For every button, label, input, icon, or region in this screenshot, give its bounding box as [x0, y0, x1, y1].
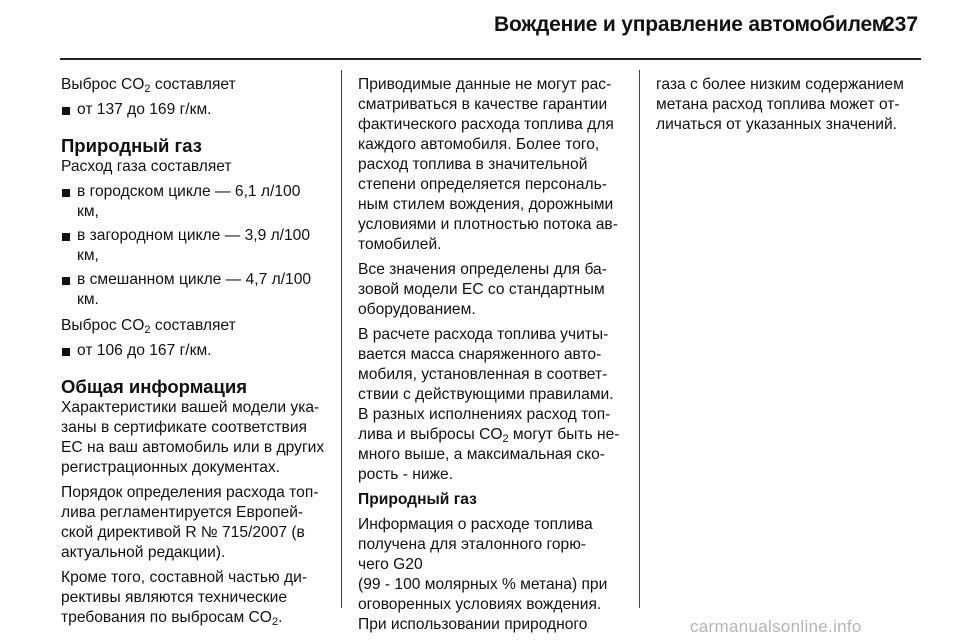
square-bullet-icon: [62, 277, 70, 285]
co2-statement: Выброс $CO_2$ составляет: [61, 76, 236, 95]
paragraph: Характеристики вашей модели ука- заны в сертификате соответствия ЕС на ваш автомобиль или в других регистрационных документах.: [61, 399, 325, 476]
paragraph: В расчете расхода топлива учиты- вается масса снаряженного авто- мобиля, установленная в соответ- ствии с действующими правилами. В разных исполнениях расход топ- лива и выбросы $CO_2$ могут быть не- много выше, а максимальная ско- рость - ниже.: [358, 326, 620, 483]
header-rule: [60, 58, 921, 60]
paragraph: Порядок определения расхода топ- лива регламентируется Европей- ской директивой R № 715/2007 (в актуальной редакции).: [61, 484, 319, 561]
list-item: от 106 до 167 г/км.: [61, 341, 331, 361]
gas-intro: Расход газа составляет: [61, 158, 232, 175]
column-1: [61, 75, 331, 633]
square-bullet-icon: [62, 348, 70, 356]
column-2: [358, 75, 626, 640]
paragraph: Все значения определены для ба- зовой модели ЕС со стандартным оборудованием.: [358, 261, 607, 318]
page-number: 237: [883, 13, 919, 36]
subsection-heading-natural-gas: Природный газ: [358, 491, 477, 508]
section-heading-general-info: Общая информация: [61, 376, 247, 397]
square-bullet-icon: [62, 107, 70, 115]
column-divider-left: [341, 70, 342, 608]
column-3: [656, 75, 926, 140]
co2-statement: Выброс $CO_2$ составляет: [61, 317, 236, 336]
square-bullet-icon: [62, 189, 70, 197]
list-item: в смешанном цикле — 4,7 л/100 км.: [61, 270, 331, 310]
column-divider-right: [639, 70, 640, 608]
square-bullet-icon: [62, 233, 70, 241]
paragraph: Кроме того, составной частью ди- рективы являются технические требования по выбросам $CO_2$.: [61, 569, 308, 628]
list-item: в загородном цикле — 3,9 л/100 км,: [61, 226, 331, 266]
paragraph: Информация о расходе топлива получена для эталонного горю- чего G20 (99 - 100 молярных % метана) при оговоренных условиях вождения. При использовании природного: [358, 516, 608, 633]
list-item: от 137 до 169 г/км.: [61, 100, 331, 120]
list-item: в городском цикле — 6,1 л/100 км,: [61, 182, 331, 222]
page-title: Вождение и управление автомобилем: [494, 13, 888, 36]
section-heading-natural-gas: Природный газ: [61, 135, 202, 156]
watermark: carmanualsonline.info: [690, 617, 862, 636]
paragraph: Приводимые данные не могут рас- сматриваться в качестве гарантии фактического расхода топлива для каждого автомобиля. Более того, расход топлива в значительной степени определяется персональ- ным стилем вождения, дорожными условиями и плотностью потока ав- томобилей.: [358, 76, 618, 253]
paragraph: газа с более низким содержанием метана расход топлива может от- личаться от указанных значений.: [656, 76, 904, 133]
